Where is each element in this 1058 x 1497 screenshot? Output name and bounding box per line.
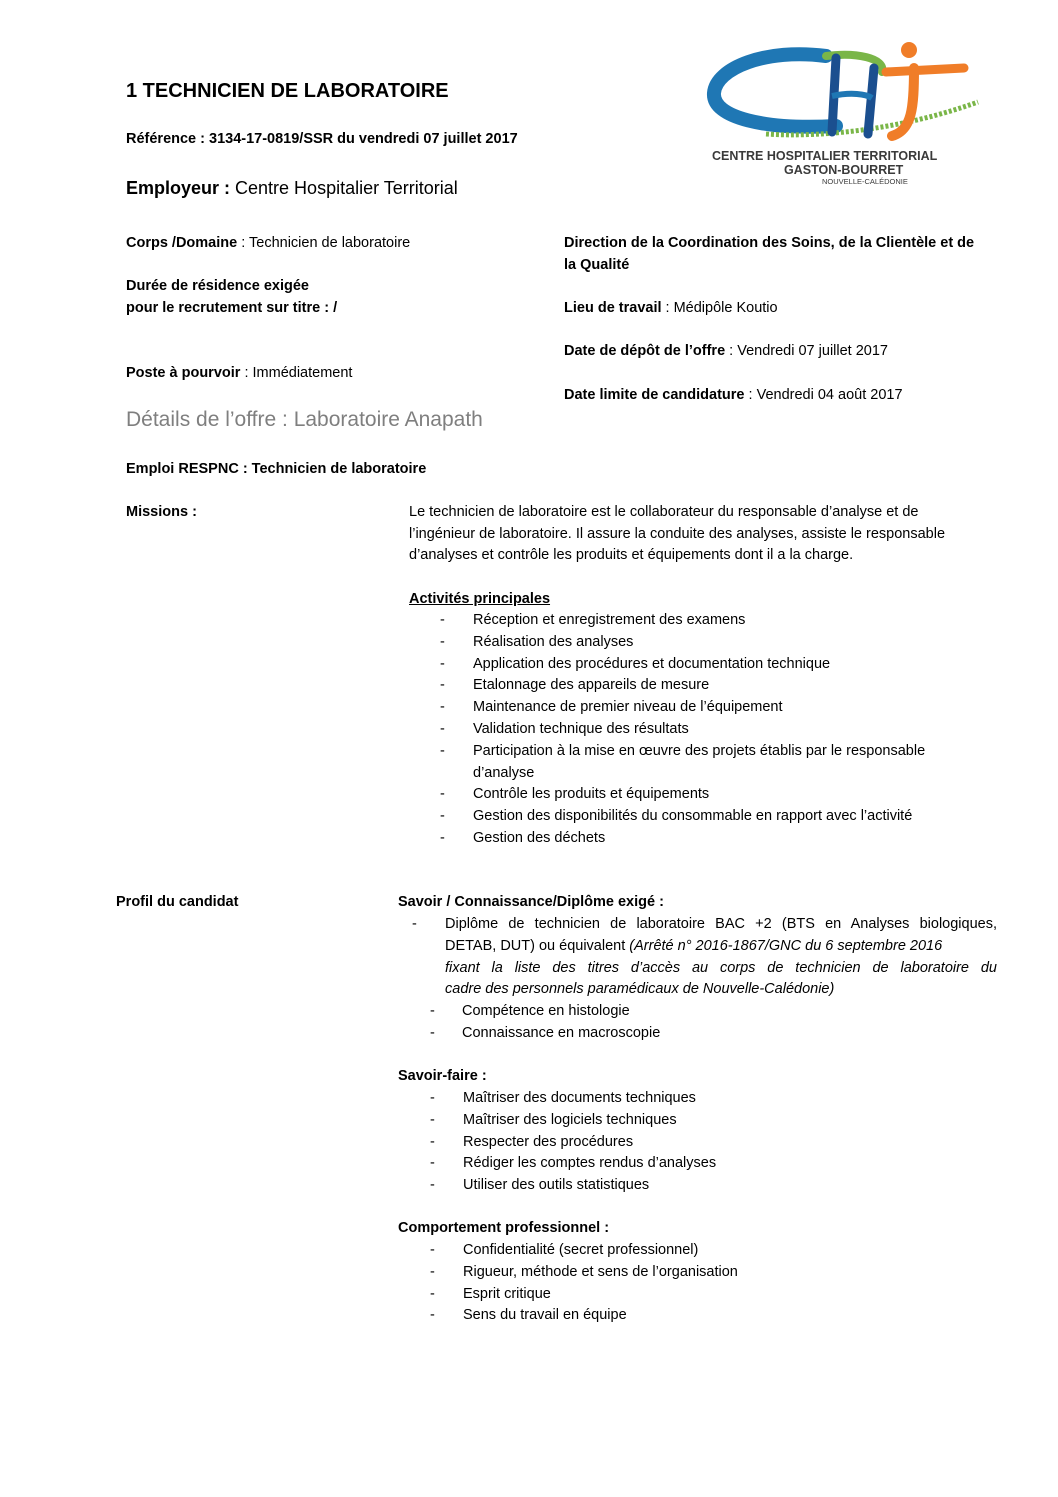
list-dash: - [430, 1003, 435, 1019]
duree-line2: pour le recrutement sur titre : / [126, 300, 338, 316]
direction-line1: Direction de la Coordination des Soins, de la Clientèle et de [564, 235, 975, 251]
list-dash: - [430, 1133, 435, 1150]
savoir-heading: Savoir / Connaissance/Diplôme exigé : [398, 894, 664, 910]
list-dash: - [430, 1111, 435, 1128]
list-item: Maîtriser des documents techniques [463, 1090, 696, 1106]
list-item: Contrôle les produits et équipements [473, 786, 710, 803]
list-item: Sens du travail en équipe [463, 1307, 627, 1324]
list-item: Réception et enregistrement des examens [473, 612, 746, 628]
cht-logo [706, 38, 990, 188]
depot-value: : Vendredi 07 juillet 2017 [725, 343, 888, 359]
list-dash: - [430, 1242, 435, 1258]
reference-line: Référence : 3134-17-0819/SSR du vendredi 07 juillet 2017 [126, 131, 518, 147]
missions-line3: d’analyses et contrôle les produits et équipements dont il a la charge. [409, 547, 854, 563]
corps-domaine [126, 235, 410, 251]
list-item: Connaissance en macroscopie [462, 1025, 661, 1041]
list-item: Validation technique des résultats [473, 721, 689, 737]
list-item: Gestion des déchets [473, 830, 606, 846]
list-dash: - [440, 786, 445, 803]
list-dash: - [430, 1177, 435, 1194]
cht-logo-graphic [706, 38, 990, 188]
diploma-line3: fixant la liste des titres d’accès au corps de technicien de laboratoire du [445, 960, 997, 976]
list-dash: - [430, 1025, 435, 1041]
profil-label: Profil du candidat [116, 894, 239, 910]
depot-label: Date de dépôt de l’offre [564, 343, 726, 359]
date-limite [564, 387, 903, 403]
poste-value: : Immédiatement [240, 365, 353, 381]
savoir-faire-heading: Savoir-faire : [398, 1068, 487, 1084]
employer-value: Centre Hospitalier Territorial [230, 178, 458, 198]
list-item: Maîtriser des logiciels techniques [463, 1111, 677, 1128]
poste-a-pourvoir [126, 365, 352, 381]
list-dash: - [430, 1155, 435, 1172]
list-item-continuation: d’analyse [473, 764, 535, 781]
employer-line [126, 178, 458, 199]
list-item: Esprit critique [463, 1285, 551, 1302]
list-item: Rigueur, méthode et sens de l’organisation [463, 1263, 738, 1280]
employer-label: Employeur : [126, 178, 231, 198]
corps-value: : Technicien de laboratoire [237, 235, 411, 251]
list-dash: - [440, 612, 445, 628]
list-item: Respecter des procédures [463, 1133, 634, 1150]
lieu-de-travail [564, 300, 778, 316]
list-item: Application des procédures et documentation technique [473, 655, 831, 672]
list-item: Confidentialité (secret professionnel) [463, 1242, 699, 1258]
direction-line2: la Qualité [564, 257, 630, 273]
corps-label: Corps /Domaine [126, 235, 238, 251]
diploma-line1: Diplôme de technicien de laboratoire BAC +2 (BTS en Analyses biologiques, [445, 916, 997, 932]
limite-value: : Vendredi 04 août 2017 [744, 387, 903, 403]
list-dash: - [440, 808, 445, 825]
list-item: Réalisation des analyses [473, 633, 634, 650]
list-dash: - [430, 1307, 435, 1324]
details-heading: Détails de l’offre : Laboratoire Anapath [126, 408, 483, 431]
activities-heading: Activités principales [409, 591, 551, 607]
list-dash: - [430, 1090, 435, 1106]
diploma-line4: cadre des personnels paramédicaux de Nouvelle-Calédonie) [445, 981, 835, 997]
list-item: Maintenance de premier niveau de l’équipement [473, 699, 783, 716]
diploma-line2-italic: (Arrêté n° 2016-1867/GNC du 6 septembre 2016 [629, 938, 943, 954]
list-dash: - [440, 830, 445, 846]
page-title: 1 TECHNICIEN DE LABORATOIRE [126, 80, 449, 102]
list-item: Participation à la mise en œuvre des projets établis par le responsable [473, 742, 926, 759]
list-dash: - [440, 699, 445, 716]
list-item: Rédiger les comptes rendus d’analyses [463, 1155, 717, 1172]
missions-label: Missions : [126, 504, 197, 520]
logo-line3: NOUVELLE-CALÉDONIE [822, 177, 908, 186]
diploma-dash: - [412, 916, 417, 932]
list-item: Compétence en histologie [462, 1003, 630, 1019]
list-dash: - [430, 1285, 435, 1302]
diploma-line2-normal: DETAB, DUT) ou équivalent [445, 938, 630, 954]
list-dash: - [440, 633, 445, 650]
poste-label: Poste à pourvoir [126, 365, 241, 381]
emploi-respnc: Emploi RESPNC : Technicien de laboratoire [126, 461, 427, 477]
comportement-heading: Comportement professionnel : [398, 1220, 610, 1236]
list-dash: - [440, 655, 445, 672]
lieu-label: Lieu de travail [564, 300, 662, 316]
diploma-line2 [445, 938, 942, 954]
logo-line2: GASTON-BOURRET [784, 163, 904, 177]
missions-line1: Le technicien de laboratoire est le collaborateur du responsable d’analyse et de [409, 504, 919, 520]
list-item: Utiliser des outils statistiques [463, 1177, 650, 1194]
date-depot [564, 343, 888, 359]
lieu-value: : Médipôle Koutio [661, 300, 778, 316]
limite-label: Date limite de candidature [564, 387, 745, 403]
missions-line2: l’ingénieur de laboratoire. Il assure la conduite des analyses, assiste le responsable [409, 526, 946, 542]
list-dash: - [440, 721, 445, 737]
logo-line1: CENTRE HOSPITALIER TERRITORIAL [712, 149, 938, 163]
list-item: Etalonnage des appareils de mesure [473, 677, 710, 694]
list-dash: - [440, 742, 445, 759]
list-dash: - [430, 1263, 435, 1280]
duree-line1: Durée de résidence exigée [126, 278, 309, 294]
list-dash: - [440, 677, 445, 694]
list-item: Gestion des disponibilités du consommable en rapport avec l’activité [473, 808, 913, 825]
